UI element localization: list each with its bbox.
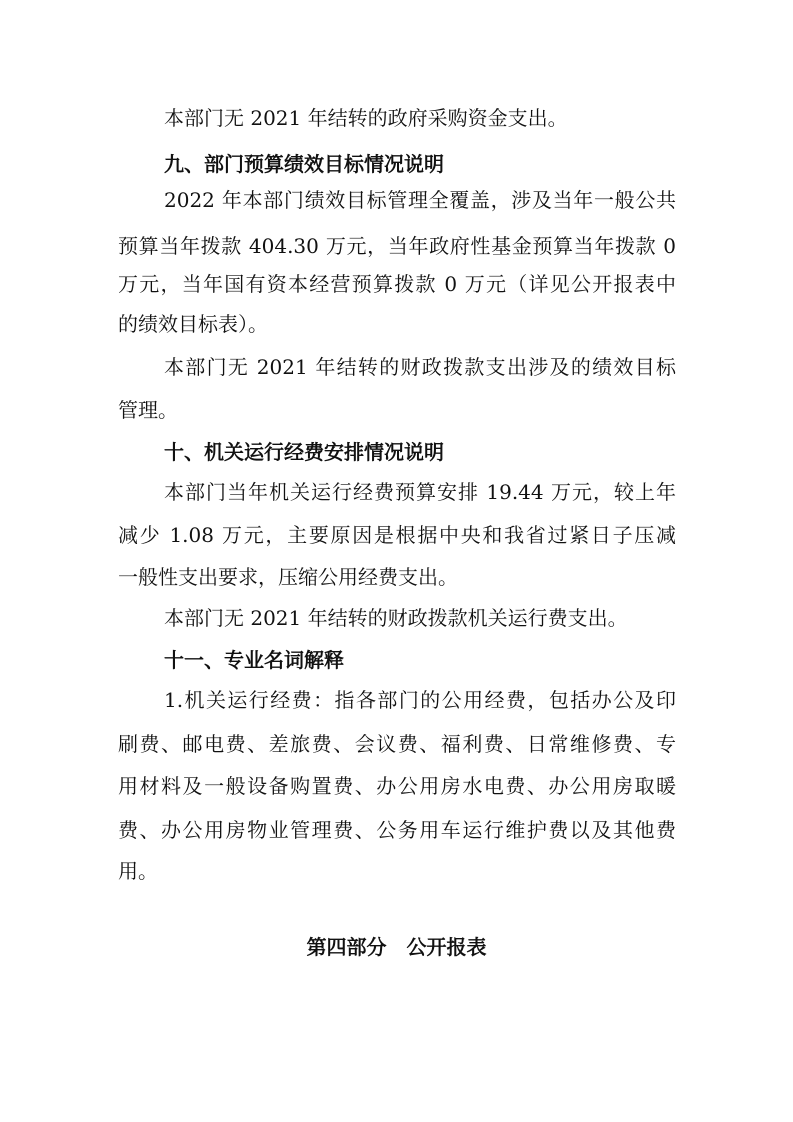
paragraph-performance-line: 万元，当年国有资本经营预算拨款 0 万元（详见公开报表中 [118, 272, 676, 296]
section-heading-10: 十、机关运行经费安排情况说明 [164, 440, 444, 464]
paragraph-admin-cost-line: 减少 1.08 万元，主要原因是根据中央和我省过紧日子压减 [118, 523, 676, 547]
paragraph-performance-line: 2022 年本部门绩效目标管理全覆盖，涉及当年一般公共 [164, 188, 676, 212]
paragraph-admin-cost-line: 一般性支出要求，压缩公用经费支出。 [118, 565, 458, 589]
paragraph-admin-carryover-line: 本部门无 2021 年结转的财政拨款机关运行费支出。 [164, 606, 628, 630]
paragraph-term-definition-line: 用。 [118, 859, 158, 883]
section-heading-9: 九、部门预算绩效目标情况说明 [164, 152, 444, 176]
paragraph-performance-carryover-line: 管理。 [118, 398, 178, 422]
paragraph-term-definition-line: 费、办公用房物业管理费、公务用车运行维护费以及其他费 [118, 818, 676, 842]
paragraph-term-definition-line: 用材料及一般设备购置费、办公用房水电费、办公用房取暖 [118, 774, 676, 798]
paragraph-term-definition-line: 刷费、邮电费、差旅费、会议费、福利费、日常维修费、专 [118, 732, 676, 756]
paragraph-performance-line: 预算当年拨款 404.30 万元，当年政府性基金预算当年拨款 0 [118, 234, 676, 258]
paragraph-performance-carryover-line: 本部门无 2021 年结转的财政拨款支出涉及的绩效目标 [164, 355, 676, 379]
part-four-title: 第四部分 公开报表 [306, 935, 487, 959]
paragraph-performance-line: 的绩效目标表）。 [118, 312, 268, 336]
paragraph-term-definition-line: 1.机关运行经费：指各部门的公用经费，包括办公及印 [164, 688, 676, 712]
paragraph-admin-cost-line: 本部门当年机关运行经费预算安排 19.44 万元，较上年 [164, 480, 676, 504]
paragraph-procurement-line: 本部门无 2021 年结转的政府采购资金支出。 [164, 106, 568, 130]
section-heading-11: 十一、专业名词解释 [164, 648, 344, 672]
